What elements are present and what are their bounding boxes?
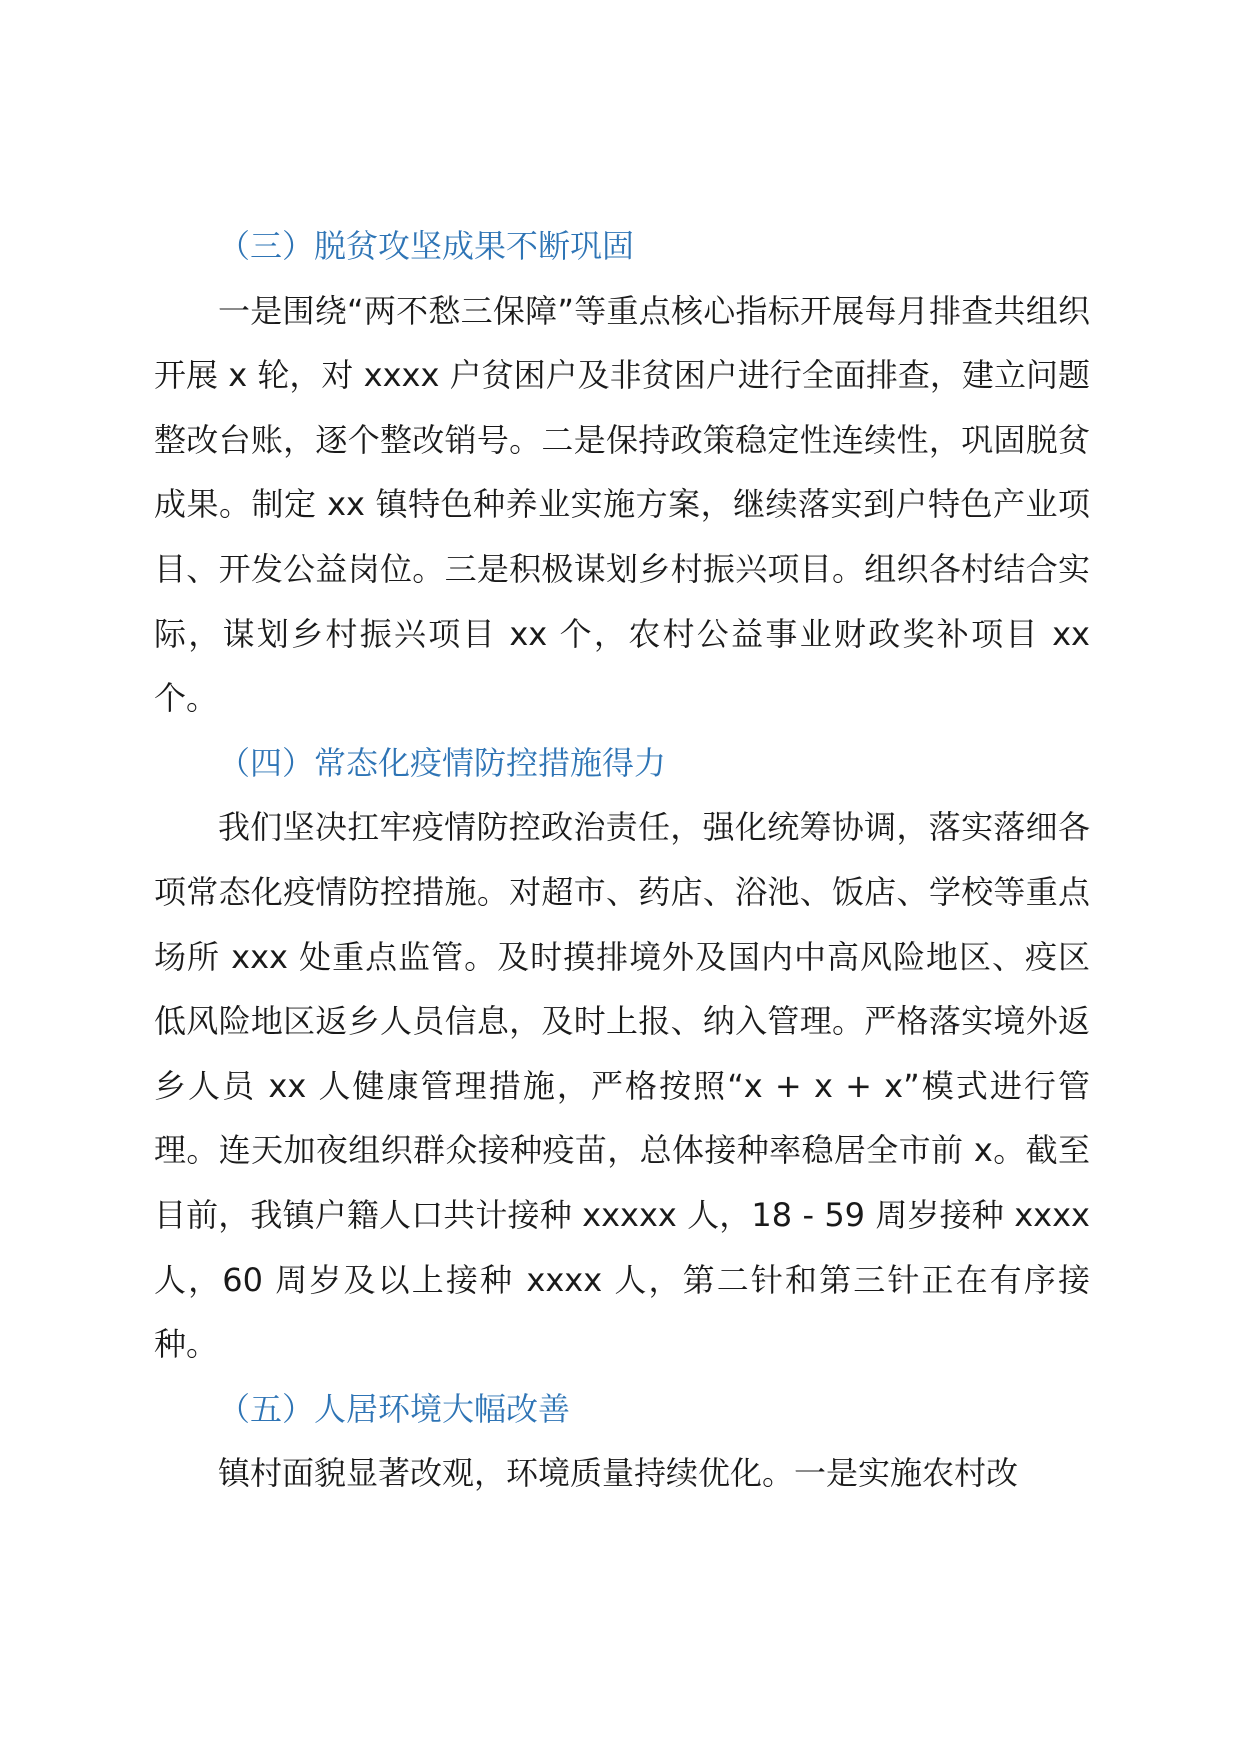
document-body: [154, 214, 1090, 1506]
section-paragraph-4: 我们坚决扛牢疫情防控政治责任，强化统筹协调，落实落细各项常态化疫情防控措施。对超市、药店、浴池、饭店、学校等重点场所 xxx 处重点监管。及时摸排境外及国内中高风险地区、疫区低风险地区返乡人员信息，及时上报、纳入管理。严格落实境外返乡人员 xx 人健康管理措施，严格按照“x + x + x”模式进行管理。连天加夜组织群众接种疫苗，总体接种率稳居全市前 x。截至目前，我镇户籍人口共计接种 xxxxx 人，18 - 59 周岁接种 xxxx 人，60 周岁及以上接种 xxxx 人，第二针和第三针正在有序接种。: [154, 808, 1090, 1364]
section-heading-3: （三）脱贫攻坚成果不断巩固: [218, 227, 635, 265]
section-paragraph-3: 一是围绕“两不愁三保障”等重点核心指标开展每月排查共组织开展 x 轮，对 xxxx 户贫困户及非贫困户进行全面排查，建立问题整改台账，逐个整改销号。二是保持政策稳定性连续性，巩固脱贫成果。制定 xx 镇特色种养业实施方案，继续落实到户特色产业项目、开发公益岗位。三是积极谋划乡村振兴项目。组织各村结合实际，谋划乡村振兴项目 xx 个，农村公益事业财政奖补项目 xx 个。: [154, 291, 1090, 718]
section-paragraph-5: 镇村面貌显著改观，环境质量持续优化。一是实施农村改: [218, 1454, 1019, 1493]
section-heading-5: （五）人居环境大幅改善: [218, 1389, 571, 1428]
section-heading-4: （四）常态化疫情防控措施得力: [218, 743, 667, 782]
